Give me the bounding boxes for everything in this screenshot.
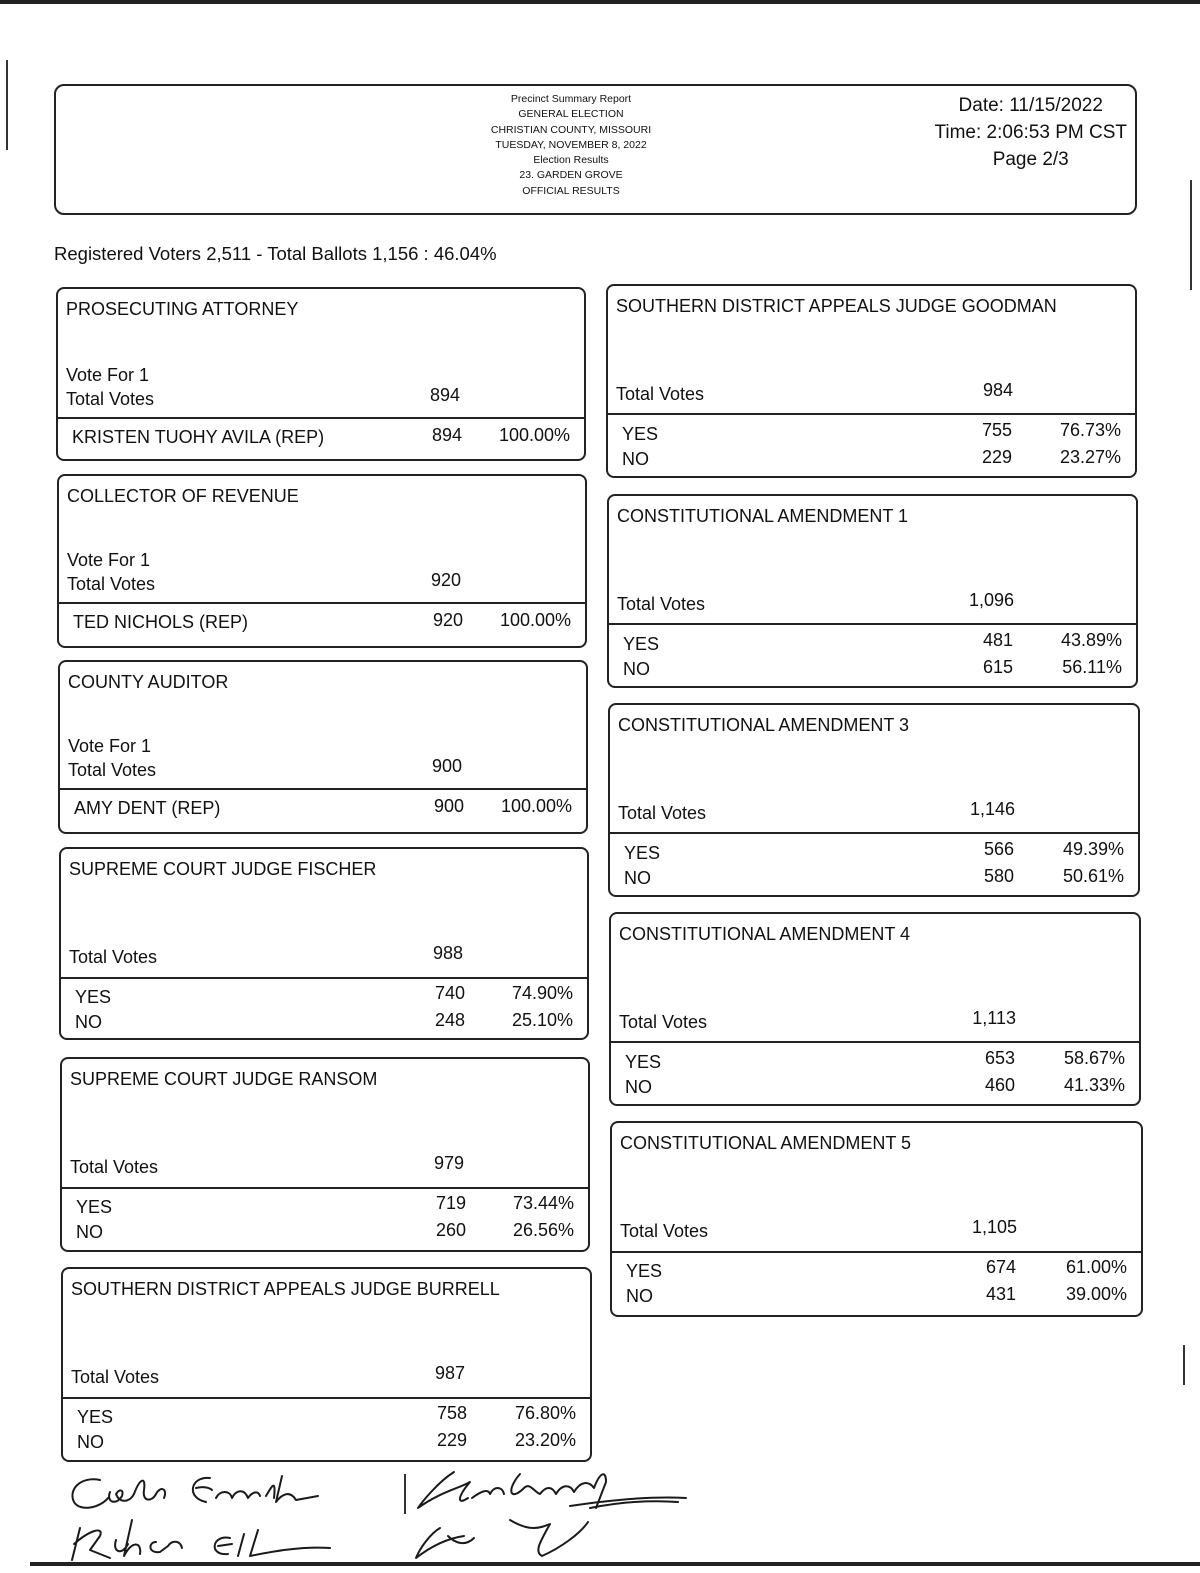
contest-divider — [610, 832, 1138, 834]
total-votes-value: 900 — [431, 756, 462, 776]
choice-percent: 100.00% — [500, 796, 572, 816]
total-votes-value: 979 — [433, 1153, 464, 1173]
total-votes-value: 1,146 — [969, 799, 1015, 819]
choice-votes: 719 — [435, 1193, 466, 1213]
report-page: Page 2/3 — [992, 149, 1069, 170]
vote-for-label: Vote For 1 — [67, 550, 151, 570]
choice-percent: 73.44% — [512, 1193, 574, 1213]
contest-box — [610, 1121, 1143, 1317]
contest-divider — [611, 1041, 1139, 1043]
contest-box — [60, 1057, 590, 1252]
choice-percent: 76.73% — [1059, 420, 1121, 440]
header-line: OFFICIAL RESULTS — [522, 184, 620, 197]
choice-votes: 229 — [981, 447, 1012, 467]
scan-mark-left — [6, 60, 8, 150]
contest-title: SOUTHERN DISTRICT APPEALS JUDGE BURRELL — [71, 1279, 500, 1299]
choice-percent: 49.39% — [1062, 839, 1124, 859]
candidate-row — [612, 1286, 1141, 1312]
total-votes-label: Total Votes — [617, 594, 706, 614]
signature-right — [410, 1462, 700, 1562]
choice-votes: 740 — [434, 983, 465, 1003]
choice-percent: 100.00% — [499, 610, 571, 630]
total-votes-value: 984 — [982, 380, 1013, 400]
candidate-row — [609, 659, 1136, 685]
contest-box — [606, 284, 1137, 478]
contest-title: SUPREME COURT JUDGE FISCHER — [69, 859, 377, 879]
choice-percent: 43.89% — [1060, 630, 1122, 650]
contest-box — [609, 912, 1141, 1106]
contest-title: COUNTY AUDITOR — [68, 672, 229, 692]
contest-title: SOUTHERN DISTRICT APPEALS JUDGE GOODMAN — [616, 296, 1057, 316]
header-line: Precinct Summary Report — [510, 93, 632, 105]
choice-percent: 56.11% — [1062, 657, 1122, 677]
contest-divider — [612, 1251, 1141, 1253]
choice-percent: 58.67% — [1063, 1048, 1125, 1068]
report-date: Date: 11/15/2022 — [958, 95, 1103, 116]
contest-box — [608, 703, 1140, 897]
contest-divider — [58, 417, 584, 419]
choice-percent: 76.80% — [514, 1403, 576, 1423]
total-votes-value: 920 — [430, 570, 461, 590]
total-votes-value: 1,096 — [968, 590, 1014, 610]
choice-name: YES — [76, 1197, 113, 1217]
candidate-row — [60, 798, 586, 824]
total-votes-label: Total Votes — [68, 760, 157, 780]
choice-votes: 229 — [436, 1430, 467, 1450]
choice-name: NO — [77, 1432, 104, 1452]
choice-name: NO — [622, 449, 649, 469]
choice-votes: 900 — [433, 796, 464, 816]
choice-percent: 61.00% — [1065, 1257, 1127, 1277]
total-votes-label: Total Votes — [616, 384, 705, 404]
choice-votes: 260 — [435, 1220, 466, 1240]
choice-percent: 41.33% — [1063, 1075, 1125, 1095]
contest-divider — [63, 1397, 590, 1399]
report-header-meta — [934, 92, 1127, 173]
choice-name: YES — [77, 1407, 114, 1427]
total-votes-value: 988 — [432, 943, 463, 963]
candidate-row — [63, 1405, 590, 1431]
total-votes-label: Total Votes — [69, 947, 158, 967]
choice-votes: 894 — [431, 425, 462, 445]
total-votes-value: 987 — [434, 1363, 465, 1383]
choice-votes: 566 — [983, 839, 1014, 859]
choice-votes: 580 — [983, 866, 1014, 886]
contest-box — [57, 474, 587, 648]
candidate-row — [612, 1259, 1141, 1285]
choice-name: KRISTEN TUOHY AVILA (REP) — [72, 427, 325, 447]
signature-left — [60, 1468, 380, 1563]
total-votes-label: Total Votes — [618, 803, 707, 823]
choice-votes: 653 — [984, 1048, 1015, 1068]
total-votes-label: Total Votes — [619, 1012, 708, 1032]
choice-percent: 26.56% — [512, 1220, 574, 1240]
contest-box — [607, 494, 1138, 688]
choice-percent: 50.61% — [1062, 866, 1124, 886]
choice-percent: 23.27% — [1059, 447, 1121, 467]
contest-title: CONSTITUTIONAL AMENDMENT 3 — [618, 715, 910, 735]
candidate-row — [62, 1222, 588, 1248]
total-votes-label: Total Votes — [70, 1157, 159, 1177]
choice-name: YES — [75, 987, 112, 1007]
signature-divider — [404, 1474, 406, 1514]
choice-name: YES — [625, 1052, 662, 1072]
header-line: Election Results — [533, 154, 609, 167]
candidate-row — [608, 449, 1135, 475]
scan-mark-right — [1190, 180, 1192, 290]
choice-votes: 431 — [985, 1284, 1016, 1304]
candidate-row — [59, 612, 585, 638]
total-votes-label: Total Votes — [66, 389, 155, 409]
candidate-row — [58, 427, 584, 453]
turnout-summary: Registered Voters 2,511 - Total Ballots 1,156 : 46.04% — [54, 243, 497, 264]
total-votes-label: Total Votes — [67, 574, 156, 594]
contest-title: CONSTITUTIONAL AMENDMENT 1 — [617, 506, 909, 526]
choice-name: TED NICHOLS (REP) — [73, 612, 249, 632]
choice-name: YES — [624, 843, 661, 863]
header-line: TUESDAY, NOVEMBER 8, 2022 — [495, 138, 647, 151]
choice-votes: 481 — [982, 630, 1013, 650]
choice-votes: 615 — [982, 657, 1013, 677]
header-line: GENERAL ELECTION — [518, 108, 624, 121]
contest-box — [58, 660, 588, 834]
contest-divider — [609, 623, 1136, 625]
total-votes-value: 1,113 — [972, 1008, 1016, 1028]
candidate-row — [611, 1050, 1139, 1076]
vote-for-label: Vote For 1 — [68, 736, 152, 756]
contest-box — [61, 1267, 592, 1462]
total-votes-label: Total Votes — [71, 1367, 160, 1387]
total-votes-value: 894 — [429, 385, 460, 405]
total-votes-value: 1,105 — [971, 1217, 1017, 1237]
candidate-row — [608, 422, 1135, 448]
candidate-row — [610, 841, 1138, 867]
choice-percent: 100.00% — [498, 425, 570, 445]
choice-percent: 74.90% — [511, 983, 573, 1003]
page-top-border — [0, 0, 1200, 4]
candidate-row — [62, 1195, 588, 1221]
contest-box — [59, 847, 589, 1040]
contest-box — [56, 287, 586, 461]
header-line: CHRISTIAN COUNTY, MISSOURI — [490, 123, 652, 136]
choice-votes: 920 — [432, 610, 463, 630]
contest-divider — [59, 602, 585, 604]
choice-name: NO — [624, 868, 651, 888]
choice-votes: 248 — [434, 1010, 465, 1030]
header-line: 23. GARDEN GROVE — [519, 169, 623, 182]
contest-divider — [60, 788, 586, 790]
choice-name: NO — [623, 659, 650, 679]
choice-votes: 758 — [436, 1403, 467, 1423]
contest-divider — [61, 977, 587, 979]
contest-title: SUPREME COURT JUDGE RANSOM — [70, 1069, 378, 1089]
candidate-row — [61, 985, 587, 1011]
candidate-row — [63, 1432, 590, 1458]
choice-votes: 755 — [981, 420, 1012, 440]
candidate-row — [609, 632, 1136, 658]
choice-name: YES — [623, 634, 660, 654]
choice-votes: 460 — [984, 1075, 1015, 1095]
choice-percent: 23.20% — [514, 1430, 576, 1450]
choice-votes: 674 — [985, 1257, 1016, 1277]
choice-name: NO — [76, 1222, 103, 1242]
report-header — [54, 84, 1137, 215]
contest-title: PROSECUTING ATTORNEY — [66, 299, 299, 319]
choice-name: AMY DENT (REP) — [74, 798, 221, 818]
candidate-row — [610, 868, 1138, 894]
contest-divider — [62, 1187, 588, 1189]
choice-percent: 25.10% — [511, 1010, 573, 1030]
choice-name: YES — [626, 1261, 663, 1281]
choice-percent: 39.00% — [1065, 1284, 1127, 1304]
choice-name: NO — [75, 1012, 102, 1032]
contest-title: CONSTITUTIONAL AMENDMENT 4 — [619, 924, 911, 944]
contest-title: CONSTITUTIONAL AMENDMENT 5 — [620, 1133, 912, 1153]
scan-mark-right-lower — [1183, 1345, 1185, 1385]
choice-name: YES — [622, 424, 659, 444]
choice-name: NO — [625, 1077, 652, 1097]
contest-divider — [608, 413, 1135, 415]
candidate-row — [611, 1077, 1139, 1103]
candidate-row — [61, 1012, 587, 1038]
choice-name: NO — [626, 1286, 653, 1306]
vote-for-label: Vote For 1 — [66, 365, 150, 385]
report-header-title-block — [386, 92, 756, 199]
contest-title: COLLECTOR OF REVENUE — [67, 486, 299, 506]
report-time: Time: 2:06:53 PM CST — [934, 122, 1127, 143]
total-votes-label: Total Votes — [620, 1221, 709, 1241]
